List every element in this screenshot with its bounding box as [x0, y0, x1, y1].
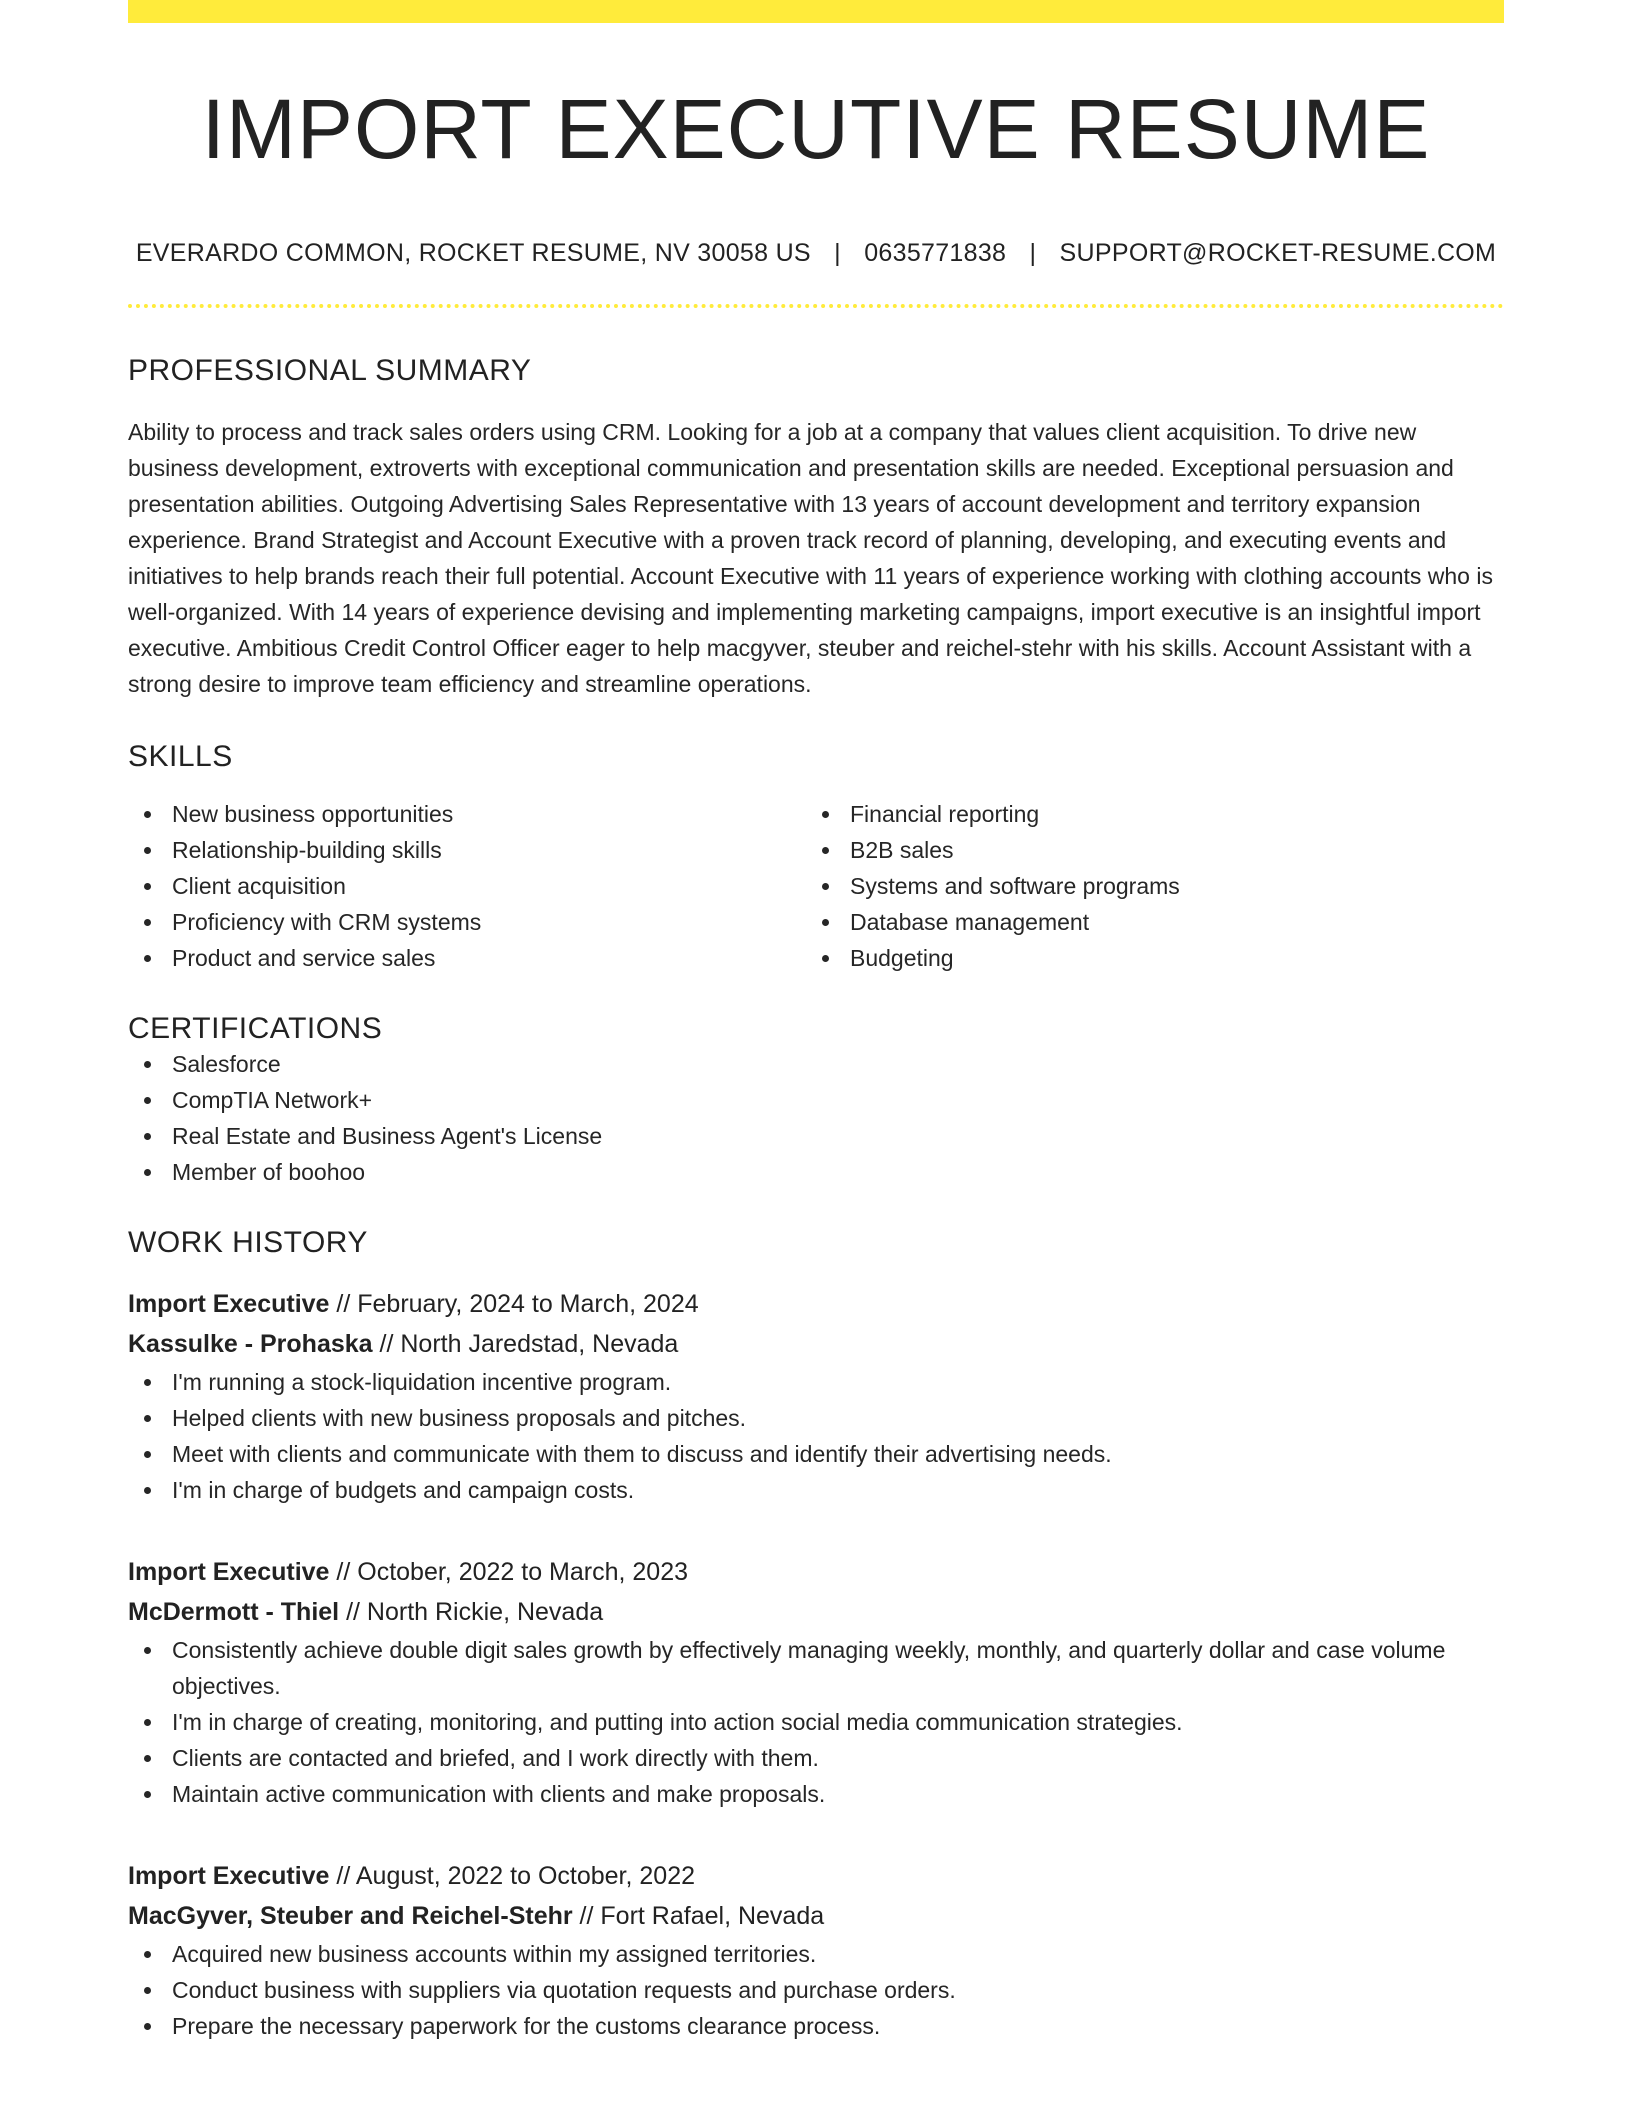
accent-top-bar	[128, 0, 1504, 23]
skill-item	[128, 940, 806, 976]
bullet-dot	[822, 847, 829, 854]
bullet-dot	[822, 955, 829, 962]
bullet-dot	[144, 919, 151, 926]
job-entry	[128, 1552, 1504, 1812]
job-duty-text: Helped clients with new business proposals and pitches.	[172, 1405, 747, 1432]
bullet-dot	[144, 1951, 151, 1958]
certifications-list	[128, 1046, 1504, 1190]
job-duty	[128, 1776, 1504, 1812]
skills-column-right	[806, 796, 1484, 976]
bullet-dot	[144, 1379, 151, 1386]
bullet-dot	[144, 2023, 151, 2030]
job-duty-text: Maintain active communication with clients and make proposals.	[172, 1781, 826, 1808]
bullet-dot	[144, 1647, 151, 1654]
bullet-dot	[822, 811, 829, 818]
job-duty	[128, 1400, 1504, 1436]
skill-item	[806, 940, 1484, 976]
bullet-dot	[822, 883, 829, 890]
job-company: Kassulke - Prohaska	[128, 1330, 373, 1359]
job-duties-list	[128, 1364, 1504, 1508]
skill-item	[128, 796, 806, 832]
job-duty-text: Consistently achieve double digit sales growth by effectively managing weekly, monthly, and quarterly dollar and case volume objectives.	[172, 1637, 1446, 1700]
job-separator: //	[329, 1290, 358, 1319]
job-duty	[128, 1364, 1504, 1400]
skill-item	[806, 832, 1484, 868]
job-location: North Rickie, Nevada	[366, 1598, 604, 1627]
job-duty	[128, 1936, 1504, 1972]
skills-list-right	[806, 796, 1484, 976]
job-duty	[128, 1472, 1504, 1508]
bullet-dot	[144, 1415, 151, 1422]
skill-item	[806, 904, 1484, 940]
job-duty-text: I'm in charge of budgets and campaign costs.	[172, 1477, 635, 1504]
skill-item	[128, 904, 806, 940]
certification-item	[128, 1154, 1504, 1190]
skills-grid	[128, 796, 1504, 976]
certification-text: Real Estate and Business Agent's License	[172, 1123, 603, 1150]
job-separator: //	[329, 1558, 358, 1587]
job-duties-list	[128, 1936, 1504, 2044]
skill-text: B2B sales	[850, 837, 954, 864]
dotted-divider	[128, 304, 1504, 308]
job-duty-text: Clients are contacted and briefed, and I work directly with them.	[172, 1745, 819, 1772]
job-separator: //	[572, 1902, 601, 1931]
skill-text: Relationship-building skills	[172, 837, 442, 864]
job-duty-text: Conduct business with suppliers via quotation requests and purchase orders.	[172, 1977, 956, 2004]
bullet-dot	[144, 1719, 151, 1726]
skill-item	[806, 868, 1484, 904]
job-duties-list	[128, 1632, 1504, 1812]
bullet-dot	[822, 919, 829, 926]
job-role: Import Executive	[128, 1862, 330, 1891]
job-role-line	[128, 1856, 1504, 1896]
skill-text: Product and service sales	[172, 945, 436, 972]
contact-phone: 0635771838	[864, 239, 1007, 268]
skill-text: Financial reporting	[850, 801, 1040, 828]
skills-list-left	[128, 796, 806, 976]
job-role: Import Executive	[128, 1290, 330, 1319]
bullet-dot	[144, 1169, 151, 1176]
certification-text: CompTIA Network+	[172, 1087, 373, 1114]
certification-item	[128, 1118, 1504, 1154]
job-duty-text: Prepare the necessary paperwork for the customs clearance process.	[172, 2013, 881, 2040]
job-company: McDermott - Thiel	[128, 1598, 340, 1627]
certification-text: Member of boohoo	[172, 1159, 366, 1186]
job-duty	[128, 1436, 1504, 1472]
contact-email: SUPPORT@ROCKET-RESUME.COM	[1059, 239, 1497, 268]
job-duty	[128, 2008, 1504, 2044]
job-separator: //	[329, 1862, 356, 1891]
job-dates: February, 2024 to March, 2024	[357, 1290, 699, 1319]
bullet-dot	[144, 1451, 151, 1458]
job-duty-text: I'm running a stock-liquidation incentive program.	[172, 1369, 672, 1396]
job-duty	[128, 1704, 1504, 1740]
bullet-dot	[144, 883, 151, 890]
job-company-line	[128, 1592, 1504, 1632]
job-company-line	[128, 1324, 1504, 1364]
job-location: Fort Rafael, Nevada	[600, 1902, 825, 1931]
certifications-heading: CERTIFICATIONS	[128, 1012, 383, 1046]
resume-title: IMPORT EXECUTIVE RESUME	[201, 82, 1431, 176]
job-entry	[128, 1284, 1504, 1508]
bullet-dot	[144, 1755, 151, 1762]
bullet-dot	[144, 1133, 151, 1140]
certification-item	[128, 1082, 1504, 1118]
job-duty-text: I'm in charge of creating, monitoring, and putting into action social media communication strategies.	[172, 1709, 1183, 1736]
certification-text: Salesforce	[172, 1051, 281, 1078]
skill-text: Database management	[850, 909, 1090, 936]
certification-item	[128, 1046, 1504, 1082]
resume-page	[128, 0, 1504, 2044]
bullet-dot	[144, 1487, 151, 1494]
job-role-line	[128, 1552, 1504, 1592]
job-location: North Jaredstad, Nevada	[400, 1330, 679, 1359]
job-dates: August, 2022 to October, 2022	[355, 1862, 695, 1891]
job-duty	[128, 1972, 1504, 2008]
job-role: Import Executive	[128, 1558, 330, 1587]
work-history-heading: WORK HISTORY	[128, 1226, 368, 1260]
job-separator: //	[372, 1330, 401, 1359]
skills-heading: SKILLS	[128, 740, 233, 774]
bullet-dot	[144, 1097, 151, 1104]
skill-item	[128, 868, 806, 904]
job-role-line	[128, 1284, 1504, 1324]
job-duty	[128, 1632, 1504, 1704]
contact-address: EVERARDO COMMON, ROCKET RESUME, NV 30058 US	[135, 239, 811, 268]
bullet-dot	[144, 1061, 151, 1068]
skill-text: Budgeting	[850, 945, 954, 972]
job-dates: October, 2022 to March, 2023	[357, 1558, 689, 1587]
bullet-dot	[144, 847, 151, 854]
job-separator: //	[339, 1598, 367, 1627]
bullet-dot	[144, 1791, 151, 1798]
job-company: MacGyver, Steuber and Reichel-Stehr	[128, 1902, 573, 1931]
skill-text: Client acquisition	[172, 873, 346, 900]
job-duty	[128, 1740, 1504, 1776]
summary-text: Ability to process and track sales orders using CRM. Looking for a job at a company that values client acquisition. To drive new business development, extroverts with exceptional communication and presentation skills are needed. Exceptional persuasion and presentation abilities. Outgoing Advertising Sales Representative with 13 years of account development and territory expansion experience. Brand Strategist and Account Executive with a proven track record of planning, developing, and executing events and initiatives to help brands reach their full potential. Account Executive with 11 years of experience working with clothing accounts who is well-organized. With 14 years of experience devising and implementing marketing campaigns, import executive is an insightful import executive. Ambitious Credit Control Officer eager to help macgyver, steuber and reichel-stehr with his skills. Account Assistant with a strong desire to improve team efficiency and streamline operations.	[128, 419, 1493, 698]
skill-item	[806, 796, 1484, 832]
summary-heading: PROFESSIONAL SUMMARY	[128, 354, 532, 388]
skill-item	[128, 832, 806, 868]
job-duty-text: Meet with clients and communicate with them to discuss and identify their advertising needs.	[172, 1441, 1112, 1468]
job-company-line	[128, 1896, 1504, 1936]
contact-line	[128, 239, 1504, 268]
bullet-dot	[144, 811, 151, 818]
bullet-dot	[144, 955, 151, 962]
contact-separator: |	[1029, 239, 1037, 268]
skills-column-left	[128, 796, 806, 976]
job-duty-text: Acquired new business accounts within my assigned territories.	[172, 1941, 817, 1968]
skill-text: Systems and software programs	[850, 873, 1180, 900]
skill-text: New business opportunities	[172, 801, 454, 828]
job-entry	[128, 1856, 1504, 2044]
bullet-dot	[144, 1987, 151, 1994]
contact-separator: |	[834, 239, 841, 268]
skill-text: Proficiency with CRM systems	[172, 909, 482, 936]
